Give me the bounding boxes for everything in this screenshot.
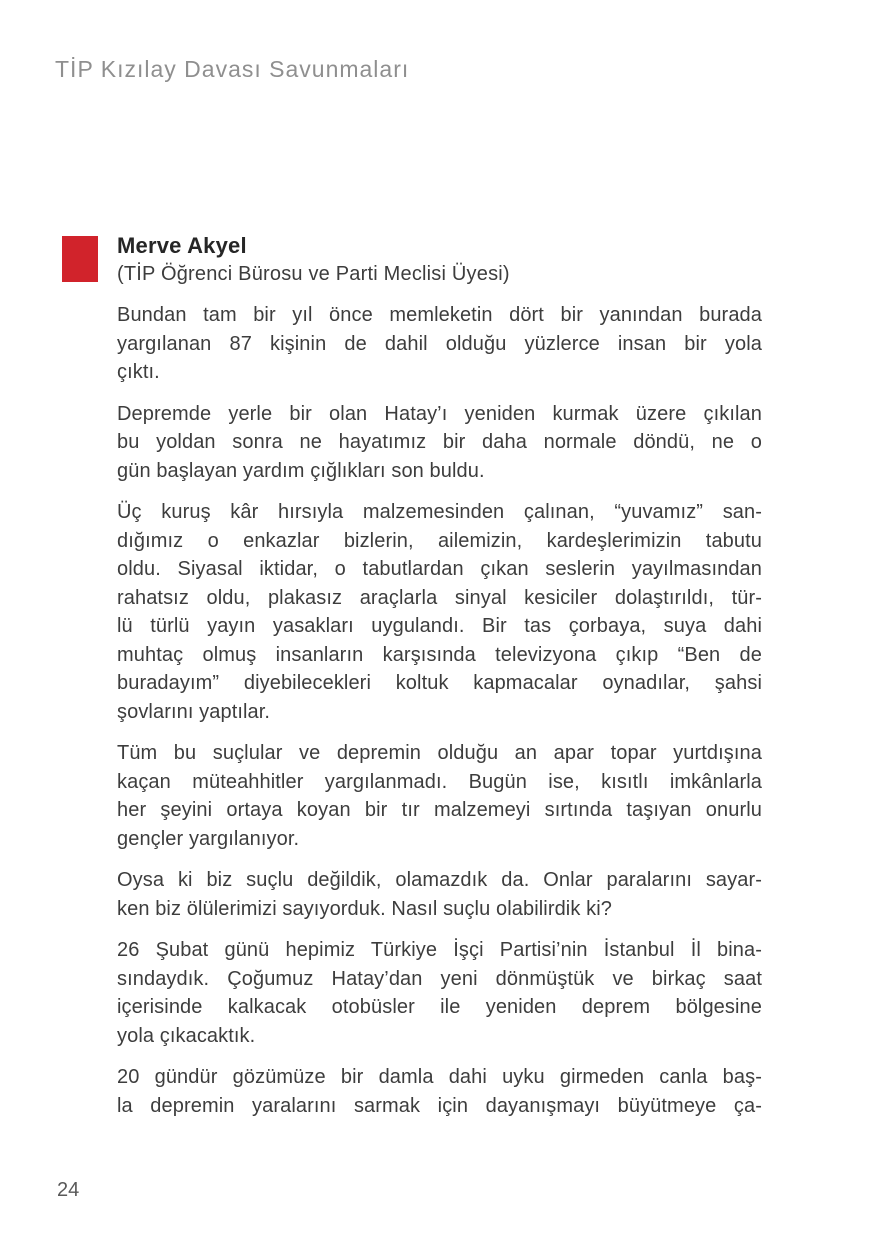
text-line: buradayım” diyebilecekleri koltuk kapmacalar oynadılar, şahsi xyxy=(117,672,762,694)
article-content xyxy=(117,232,762,1133)
paragraph xyxy=(117,1063,762,1120)
text-line: çıktı. xyxy=(117,361,160,383)
text-line: rahatsız oldu, plakasız araçlarla sinyal kesiciler dolaştırıldı, tür- xyxy=(117,586,762,609)
author-title: (TİP Öğrenci Bürosu ve Parti Meclisi Üyesi) xyxy=(117,263,510,285)
text-line: yargılanan 87 kişinin de dahil olduğu yüzlerce insan bir yola xyxy=(117,332,762,355)
paragraph xyxy=(117,936,762,1050)
paragraph xyxy=(117,866,762,923)
text-line: sındaydık. Çoğumuz Hatay’dan yeni dönmüştük ve birkaç saat xyxy=(117,967,762,990)
page-number: 24 xyxy=(57,1179,80,1201)
text-line: Oysa ki biz suçlu değildik, olamazdık da. Onlar paralarını sayar- xyxy=(117,869,762,891)
text-line: Depremde yerle bir olan Hatay’ı yeniden kurmak üzere çıkılan xyxy=(117,402,762,425)
author-name: Merve Akyel xyxy=(117,233,247,258)
running-header: TİP Kızılay Davası Savunmaları xyxy=(55,56,410,82)
text-line: Bundan tam bir yıl önce memleketin dört bir yanından burada xyxy=(117,304,762,326)
text-line: yola çıkacaktık. xyxy=(117,1024,256,1047)
text-line: 26 Şubat günü hepimiz Türkiye İşçi Partisi’nin İstanbul İl bina- xyxy=(117,939,762,961)
text-line: 20 gündür gözümüze bir damla dahi uyku girmeden canla baş- xyxy=(117,1066,762,1088)
text-line: muhtaç olmuş insanların karşısında televizyona çıkıp “Ben de xyxy=(117,643,762,666)
text-line: bu yoldan sonra ne hayatımız bir daha normale döndü, ne o xyxy=(117,431,762,453)
paragraph xyxy=(117,498,762,726)
text-line: gün başlayan yardım çığlıkları son buldu. xyxy=(117,459,485,482)
text-line: şovlarını yaptılar. xyxy=(117,700,271,723)
red-square-marker xyxy=(62,236,98,282)
text-line: la depremin yaralarını sarmak için dayanışmayı büyütmeye ça- xyxy=(117,1094,762,1117)
text-line: dığımız o enkazlar bizlerin, ailemizin, kardeşlerimizin tabutu xyxy=(117,529,762,552)
text-line: kaçan müteahhitler yargılanmadı. Bugün ise, kısıtlı imkânlarla xyxy=(117,770,762,793)
paragraph xyxy=(117,400,762,486)
text-line: oldu. Siyasal iktidar, o tabutlardan çıkan seslerin yayılmasından xyxy=(117,558,762,580)
text-line: ken biz ölülerimizi sayıyorduk. Nasıl suçlu olabilirdik ki? xyxy=(117,897,612,920)
text-line: içerisinde kalkacak otobüsler ile yeniden deprem bölgesine xyxy=(117,996,762,1018)
text-line: Tüm bu suçlular ve depremin olduğu an apar topar yurtdışına xyxy=(117,742,762,764)
text-line: gençler yargılanıyor. xyxy=(117,827,300,850)
text-line: Üç kuruş kâr hırsıyla malzemesinden çalınan, “yuvamız” san- xyxy=(117,501,762,523)
text-line: lü türlü yayın yasakları uygulandı. Bir tas çorbaya, suya dahi xyxy=(117,615,762,637)
text-line: her şeyini ortaya koyan bir tır malzemeyi sırtında taşıyan onurlu xyxy=(117,799,762,821)
body-paragraphs xyxy=(117,301,762,1120)
paragraph xyxy=(117,301,762,387)
paragraph xyxy=(117,739,762,853)
